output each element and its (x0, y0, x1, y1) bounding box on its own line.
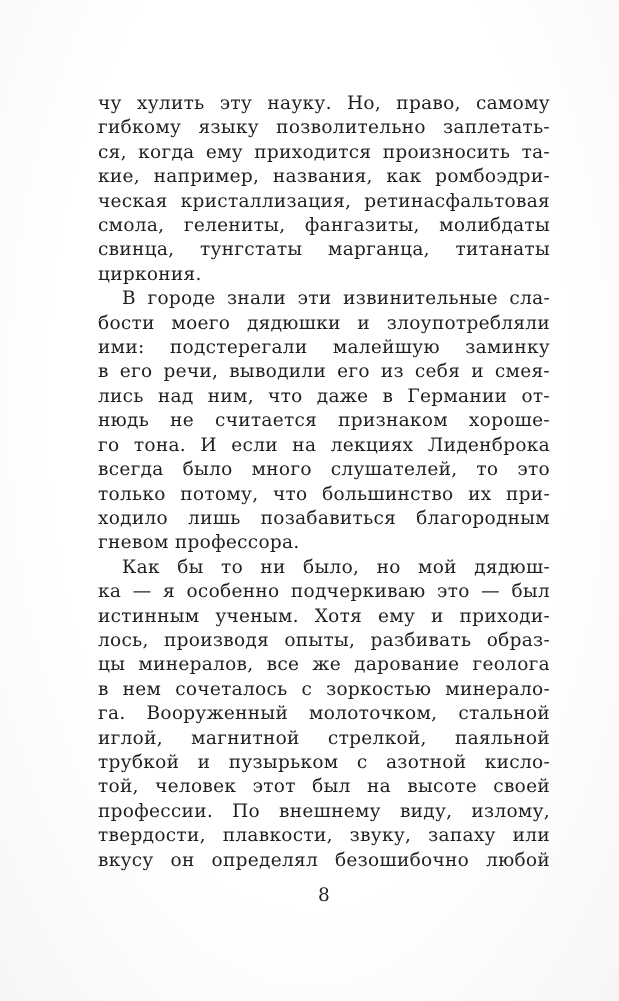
text-line: твердости, плавкости, звуку, запаху или (98, 825, 550, 847)
text-line: В городе знали эти извинительные сла- (122, 288, 550, 310)
text-line: лись над ним, что даже в Германии от- (98, 385, 550, 407)
paragraph (98, 556, 550, 873)
text-line: в его речи, выводили его из себя и смея- (98, 361, 550, 383)
text-line: гневом профессора. (98, 532, 300, 554)
text-line: в нем сочеталось с зоркостью минерало- (98, 678, 550, 700)
text-line: го тона. И если на лекциях Лиденброка (98, 434, 550, 456)
text-line: ходило лишь позабавиться благородным (98, 507, 550, 529)
text-line: Как бы то ни было, но мой дядюш- (122, 556, 550, 578)
text-line: лось, производя опыты, разбивать образ- (98, 629, 550, 651)
paragraph (98, 92, 550, 287)
text-line: профессии. По внешнему виду, излому, (98, 800, 550, 822)
text-line: всегда было много слушателей, то это (98, 459, 550, 481)
text-line: той, человек этот был на высоте своей (98, 776, 550, 798)
text-line: ка — я особенно подчеркиваю это — был (98, 581, 550, 603)
text-line: истинным ученым. Хотя ему и приходи- (98, 605, 550, 627)
text-line: кие, например, названия, как ромбоэдри- (98, 166, 550, 188)
text-line: га. Вооруженный молоточком, стальной (98, 703, 550, 725)
text-line: ся, когда ему приходится произносить та- (98, 141, 550, 163)
text-line: ческая кристаллизация, ретинасфальтовая (98, 190, 550, 212)
text-line: смола, гелениты, фангазиты, молибдаты (98, 215, 550, 237)
page-number: 8 (317, 885, 331, 906)
page-text-block (98, 92, 550, 873)
paragraph (98, 287, 550, 555)
text-line: только потому, что большинство их при- (98, 483, 550, 505)
text-line: трубкой и пузырьком с азотной кисло- (98, 751, 550, 773)
text-line: ими: подстерегали малейшую заминку (98, 337, 550, 359)
text-line: вкусу он определял безошибочно любой (98, 849, 550, 871)
text-line: циркония. (98, 263, 202, 285)
text-line: нюдь не считается признаком хороше- (98, 410, 550, 432)
text-line: гибкому языку позволительно заплетать- (98, 117, 550, 139)
text-line: иглой, магнитной стрелкой, паяльной (98, 727, 550, 749)
text-line: бости моего дядюшки и злоупотребляли (98, 312, 550, 334)
text-line: цы минералов, все же дарование геолога (98, 654, 550, 676)
text-line: свинца, тунгстаты марганца, титанаты (98, 239, 550, 261)
text-line: чу хулить эту науку. Но, право, самому (98, 93, 550, 114)
